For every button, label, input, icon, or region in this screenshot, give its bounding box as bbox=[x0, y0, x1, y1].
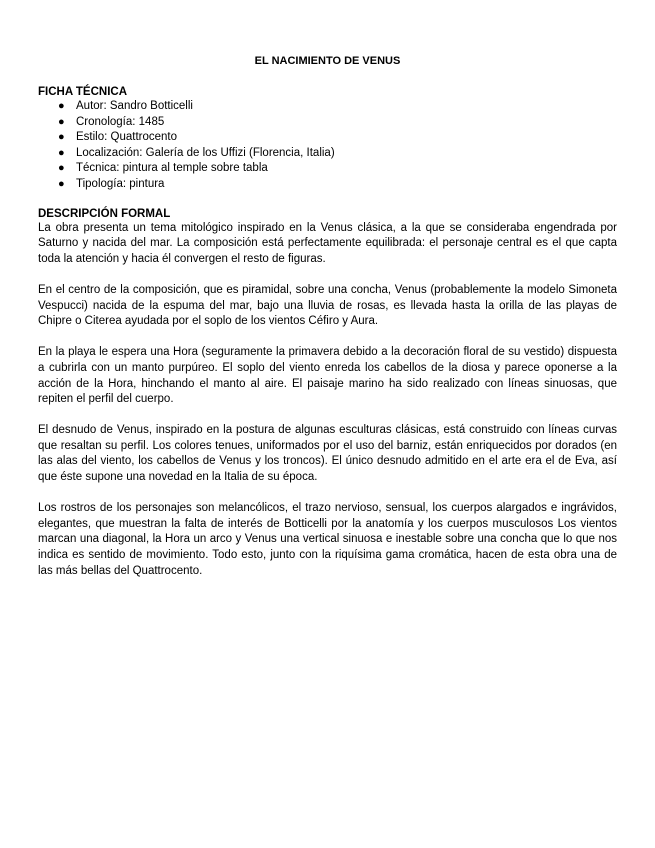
bullet-icon: ● bbox=[58, 177, 65, 190]
paragraph: En la playa le espera una Hora (seguramente la primavera debido a la decoración floral de su vestido) dispuesta a cubrirla con un manto purpúreo. El soplo del viento enreda los cabellos de la diosa y parece oponerse a la acción de la Hora, hinchando el manto al aire. El paisaje marino ha sido realizado con líneas sinuosas, que repiten el perfil del cuerpo. bbox=[38, 346, 617, 406]
bullet-icon: ● bbox=[58, 162, 65, 175]
ficha-tecnica-list bbox=[38, 99, 617, 193]
paragraph: Los rostros de los personajes son melancólicos, el trazo nervioso, sensual, los cuerpos alargados e ingrávidos, elegantes, que muestran la falta de interés de Botticelli por la anatomía y los cuerpos musculosos Los vientos marcan una diagonal, la Hora un arco y Venus una vertical sinuosa e inestable sobre una concha que lo que nos indica es sentido de movimiento. Todo esto, junto con la riquísima gama cromática, hacen de esta obra una de las más bellas del Quattrocento. bbox=[38, 502, 617, 577]
list-item-text: Estilo: Quattrocento bbox=[76, 131, 177, 144]
list-item-text: Cronología: 1485 bbox=[76, 115, 165, 128]
list-item-text: Localización: Galería de los Uffizi (Florencia, Italia) bbox=[76, 146, 335, 159]
descripcion-formal-heading: DESCRIPCIÓN FORMAL bbox=[38, 207, 171, 220]
list-item bbox=[58, 146, 617, 162]
bullet-icon: ● bbox=[58, 100, 65, 112]
bullet-icon: ● bbox=[58, 131, 65, 144]
list-item bbox=[58, 130, 617, 146]
list-item bbox=[58, 161, 617, 177]
ficha-tecnica-heading: FICHA TÉCNICA bbox=[38, 86, 128, 98]
paragraph: En el centro de la composición, que es piramidal, sobre una concha, Venus (probablemente la modelo Simoneta Vespucci) nacida de la espuma del mar, bajo una lluvia de rosas, es llevada hasta la orilla de las playas de Chipre o Citerea ayudada por el soplo de los vientos Céfiro y Aura. bbox=[38, 283, 617, 328]
paragraph: El desnudo de Venus, inspirado en la postura de algunas esculturas clásicas, está construido con líneas curvas que resaltan su perfil. Los colores tenues, uniformados por el uso del barniz, están enriquecidos por dorados (en las alas del viento, los cabellos de Venus y los troncos). El único desnudo admitido en el arte era el de Eva, así que éste supone una novedad en la Italia de su época. bbox=[38, 424, 617, 484]
list-item bbox=[58, 99, 617, 115]
list-item bbox=[58, 177, 617, 193]
document-title: EL NACIMIENTO DE VENUS bbox=[254, 55, 401, 67]
bullet-icon: ● bbox=[58, 146, 65, 159]
list-item bbox=[58, 115, 617, 131]
list-item-text: Técnica: pintura al temple sobre tabla bbox=[76, 162, 268, 175]
list-item-text: Tipología: pintura bbox=[76, 177, 165, 190]
bullet-icon: ● bbox=[58, 115, 65, 128]
paragraph: La obra presenta un tema mitológico inspirado en la Venus clásica, a la que se consideraba engendrada por Saturno y nacida del mar. La composición está perfectamente equilibrada: el personaje central es el que capta toda la atención y hacia él convergen el resto de figuras. bbox=[38, 221, 617, 265]
list-item-text: Autor: Sandro Botticelli bbox=[76, 100, 193, 112]
